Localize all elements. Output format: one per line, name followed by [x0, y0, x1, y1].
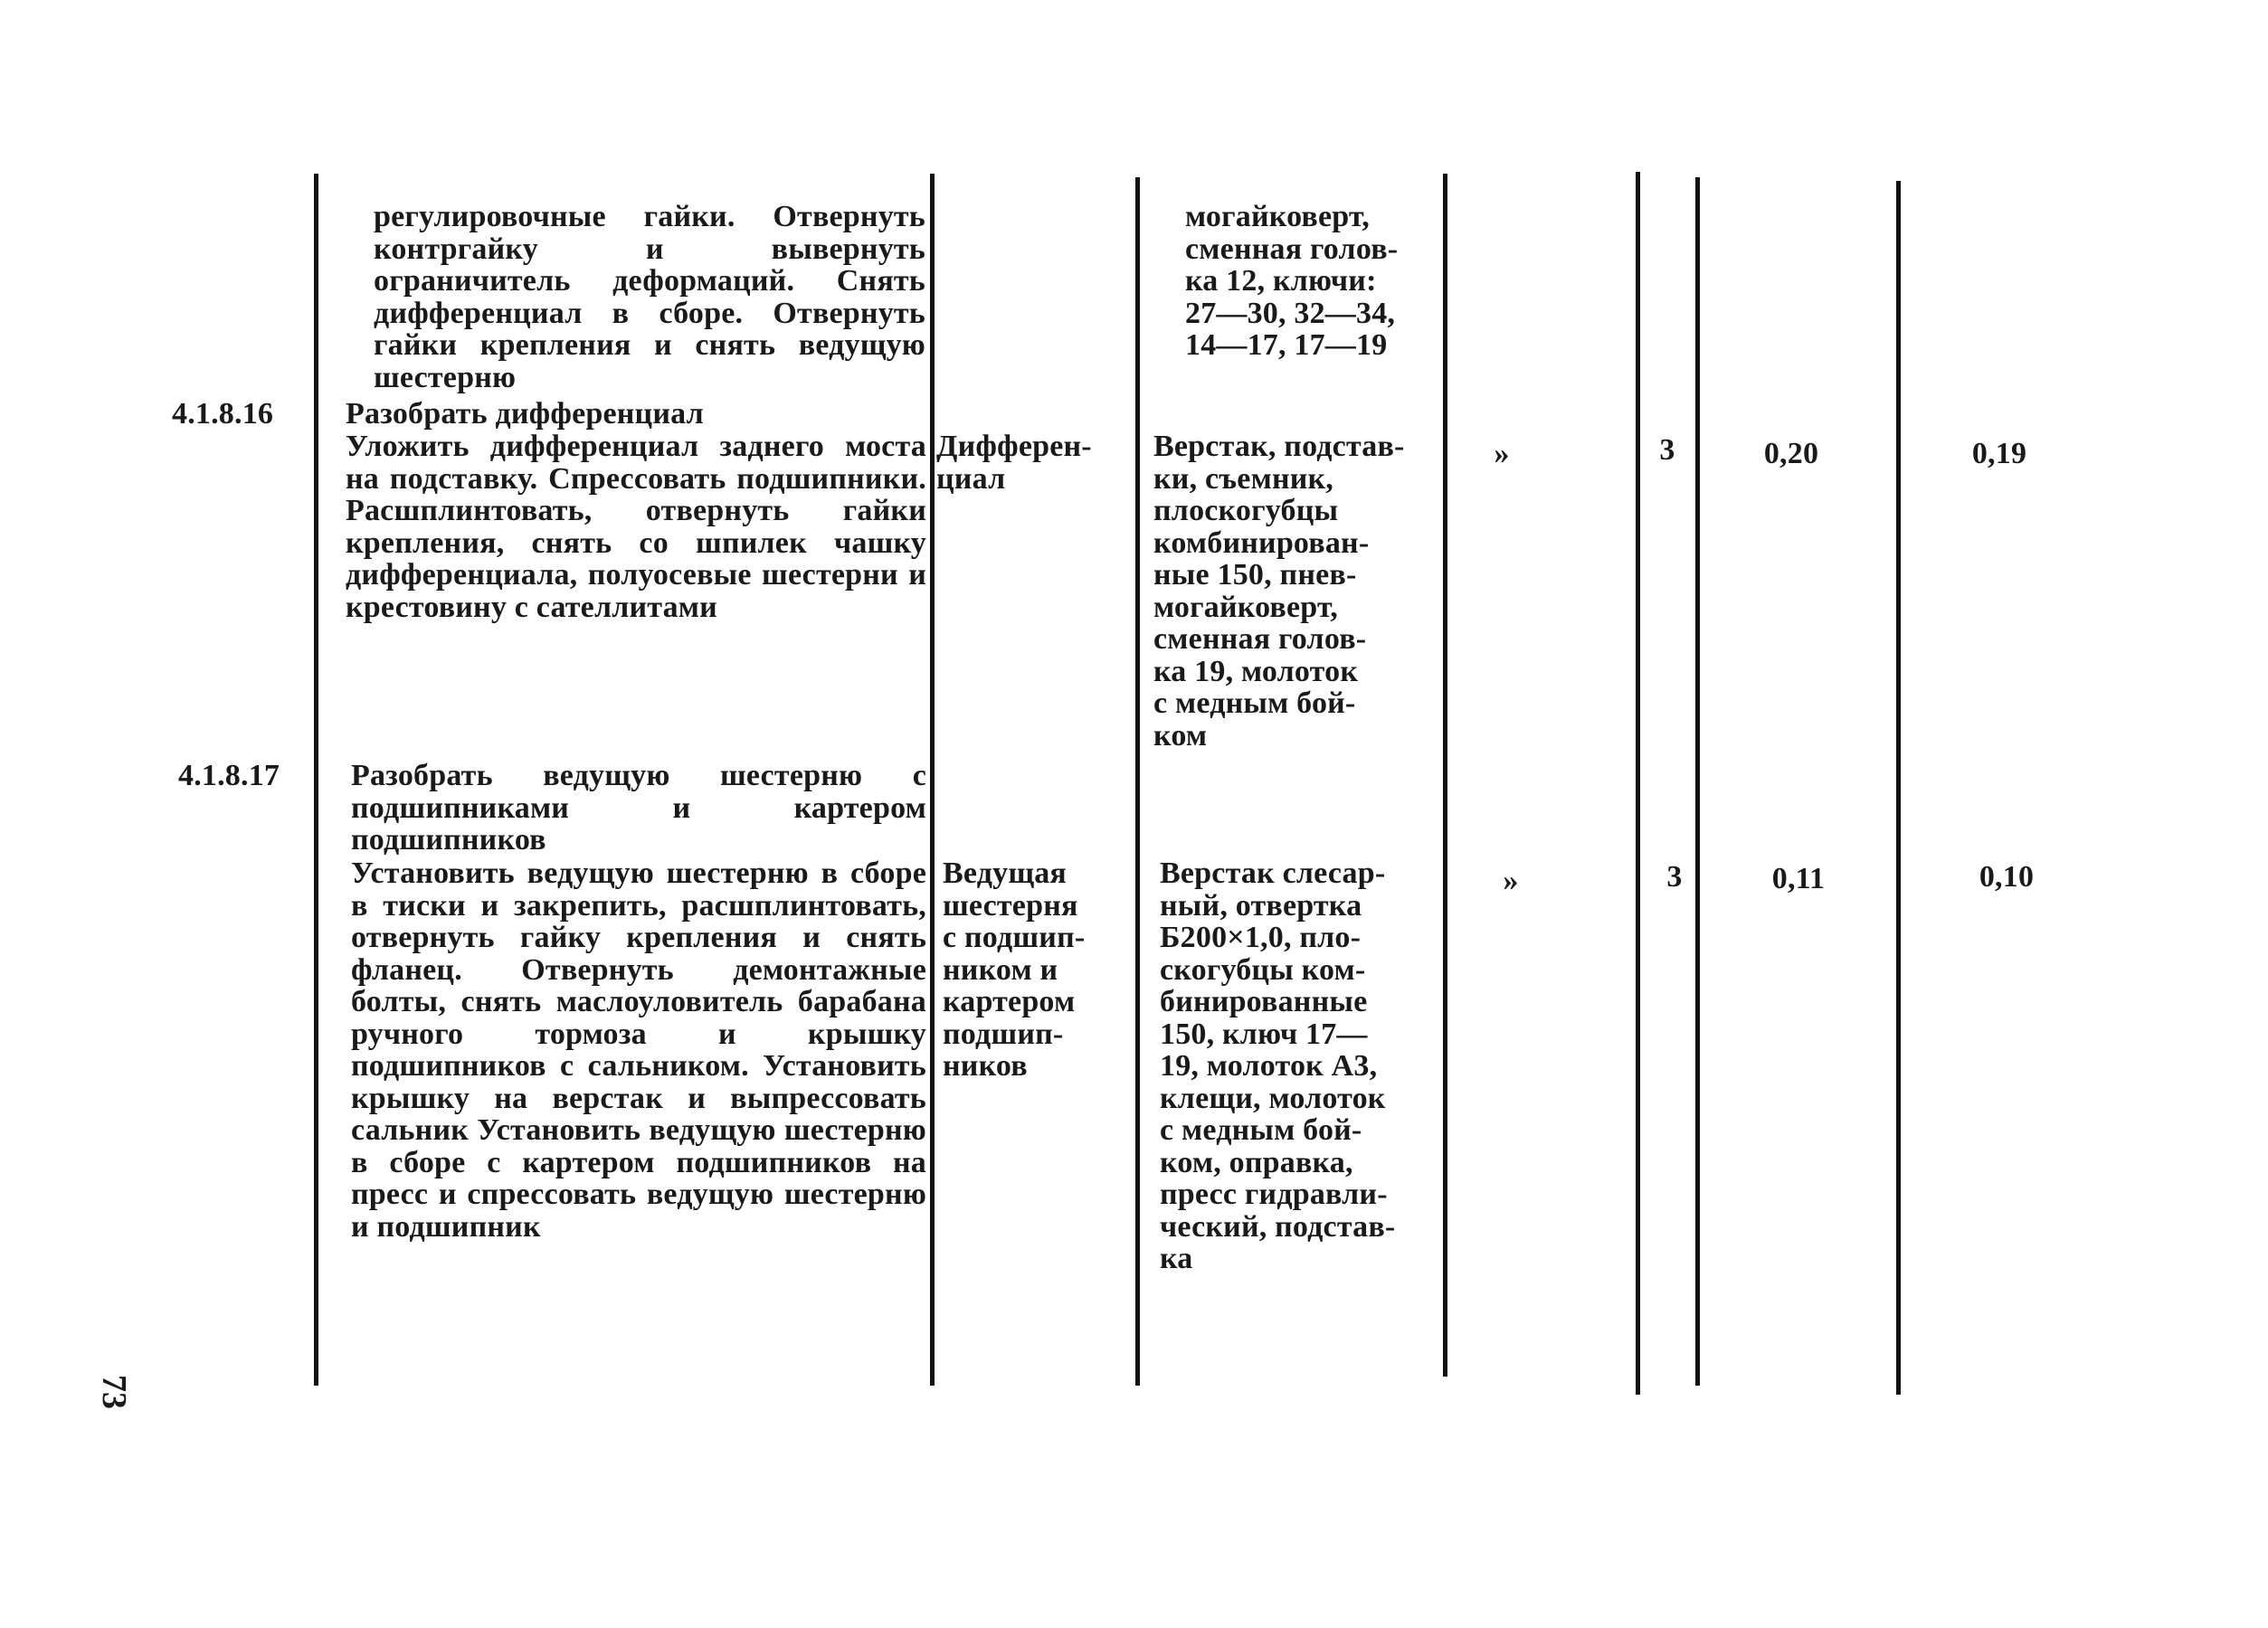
row-time-norm-2: 0,10 — [1979, 860, 2035, 894]
continuation-description: регулировочные гайки. Отвернуть контргайку и вывернуть ограничитель деформаций. Снять дифференциал в сборе. Отвернуть гайки крепления и снять ведущую шестерню — [374, 200, 925, 394]
row-grade: 3 — [1659, 433, 1675, 467]
row-tools: Верстак, подстав- ки, съемник, плоскогубцы комбинирован- ные 150, пнев- могайковерт, сменная голов- ка 19, молоток с медным бой- ком — [1153, 430, 1405, 752]
row-code: 4.1.8.16 — [172, 397, 274, 431]
column-rule-2 — [930, 174, 935, 1386]
row-part: Дифферен- циал — [936, 430, 1092, 496]
column-rule-1 — [314, 174, 318, 1386]
column-rule-7 — [1896, 181, 1901, 1395]
row-time-norm-1: 0,20 — [1763, 437, 1819, 470]
row-time-norm-2: 0,19 — [1971, 437, 2027, 470]
row-tools: Верстак слесар- ный, отвертка Б200×1,0, пло- скогубцы ком- бинированные 150, ключ 17— 19, молоток А3, клещи, молоток с медным бой- ком, оправка, пресс гидравли- ческий, подстав- ка — [1160, 857, 1396, 1275]
row-title: Разобрать дифференциал — [346, 397, 704, 431]
row-time-norm-1: 0,11 — [1771, 862, 1826, 895]
row-title: Разобрать ведущую шестерню с подшипниками и картером подшипников — [351, 759, 926, 857]
row-grade: 3 — [1666, 860, 1683, 894]
row-code: 4.1.8.17 — [178, 759, 280, 792]
column-rule-6 — [1695, 177, 1700, 1386]
column-rule-5 — [1636, 172, 1640, 1395]
row-mark: » — [1494, 437, 1510, 470]
continuation-tools: могайковерт, сменная голов- ка 12, ключи: 27—30, 32—34, 14—17, 17—19 — [1185, 200, 1399, 362]
row-mark: » — [1503, 864, 1519, 897]
page-number: 73 — [95, 1375, 133, 1409]
row-part: Ведущая шестерня с подшип- ником и картером подшип- ников — [943, 857, 1086, 1083]
row-description: Уложить дифференциал заднего моста на подставку. Спрессовать подшипники. Расшплинтовать, отвернуть гайки крепления, снять со шпилек чашку дифференциала, полуосевые шестерни и крестовину с сателлитами — [346, 430, 926, 624]
column-rule-3 — [1135, 177, 1140, 1386]
row-description: Установить ведущую шестерню в сборе в тиски и закрепить, расшплинтовать, отвернуть гайку крепления и снять фланец. Отвернуть демонтажные болты, снять маслоуловитель барабана ручного тормоза и крышку подшипников с сальником. Установить крышку на верстак и выпрессовать сальник Установить ведущую шестерню в сборе с картером подшипников на пресс и спрессовать ведущую шестерню и подшипник — [351, 857, 926, 1244]
